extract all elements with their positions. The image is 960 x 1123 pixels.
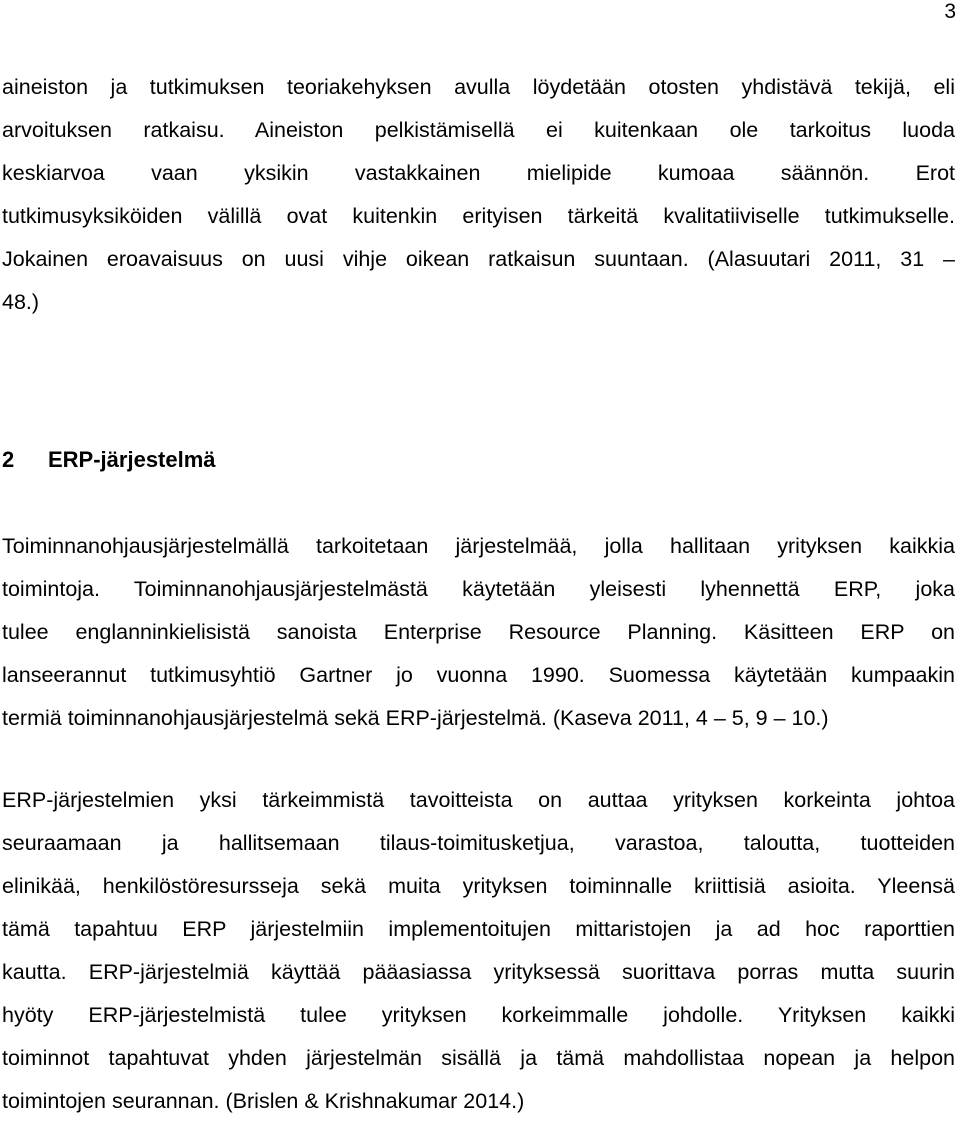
paragraph-line: lanseerannut tutkimusyhtiö Gartner jo vuonna 1990. Suomessa käytetään kumpaakin xyxy=(2,663,955,687)
paragraph-line: toimintojen seurannan. (Brislen & Krishnakumar 2014.) xyxy=(2,1089,525,1113)
section-title: ERP-järjestelmä xyxy=(48,447,216,472)
paragraph-line: arvoituksen ratkaisu. Aineiston pelkistämisellä ei kuitenkaan ole tarkoitus luoda xyxy=(2,118,955,142)
paragraph-line: elinikää, henkilöstöresursseja sekä muita yrityksen toiminnalle kriittisiä asioita. Yleensä xyxy=(2,874,955,898)
paragraph-line: tutkimusyksiköiden välillä ovat kuitenkin erityisen tärkeitä kvalitatiiviselle tutkimukselle. xyxy=(2,204,955,228)
paragraph-line: keskiarvoa vaan yksikin vastakkainen mielipide kumoaa säännön. Erot xyxy=(2,161,955,185)
paragraph-alasuutari xyxy=(2,66,955,324)
paragraph-line: tulee englanninkielisistä sanoista Enterprise Resource Planning. Käsitteen ERP on xyxy=(2,620,955,644)
paragraph-line: aineiston ja tutkimuksen teoriakehyksen avulla löydetään otosten yhdistävä tekijä, eli xyxy=(2,75,955,99)
paragraph-line: hyöty ERP-järjestelmistä tulee yrityksen korkeimmalle johdolle. Yrityksen kaikki xyxy=(2,1003,955,1027)
paragraph-line: tämä tapahtuu ERP järjestelmiin implementoitujen mittaristojen ja ad hoc raporttien xyxy=(2,917,955,941)
paragraph-line: seuraamaan ja hallitsemaan tilaus-toimitusketjua, varastoa, taloutta, tuotteiden xyxy=(2,831,955,855)
paragraph-line: toimintoja. Toiminnanohjausjärjestelmästä käytetään yleisesti lyhennettä ERP, joka xyxy=(2,577,955,601)
paragraph-line: kautta. ERP-järjestelmiä käyttää pääasiassa yrityksessä suorittava porras mutta suurin xyxy=(2,960,955,984)
paragraph-line: toiminnot tapahtuvat yhden järjestelmän sisällä ja tämä mahdollistaa nopean ja helpon xyxy=(2,1046,955,1070)
paragraph-erp-definition xyxy=(2,525,955,740)
paragraph-line: ERP-järjestelmien yksi tärkeimmistä tavoitteista on auttaa yrityksen korkeinta johtoa xyxy=(2,788,955,812)
paragraph-line: 48.) xyxy=(2,290,40,314)
section-heading xyxy=(2,438,216,481)
paragraph-line: termiä toiminnanohjausjärjestelmä sekä ERP-järjestelmä. (Kaseva 2011, 4 – 5, 9 – 10.) xyxy=(2,706,829,730)
paragraph-line: Jokainen eroavaisuus on uusi vihje oikean ratkaisun suuntaan. (Alasuutari 2011, 31 – xyxy=(2,247,955,271)
page-number: 3 xyxy=(944,0,956,23)
section-number: 2 xyxy=(2,447,15,472)
paragraph-line: Toiminnanohjausjärjestelmällä tarkoitetaan järjestelmää, jolla hallitaan yrityksen kaikkia xyxy=(2,534,955,558)
paragraph-erp-goals xyxy=(2,779,955,1123)
